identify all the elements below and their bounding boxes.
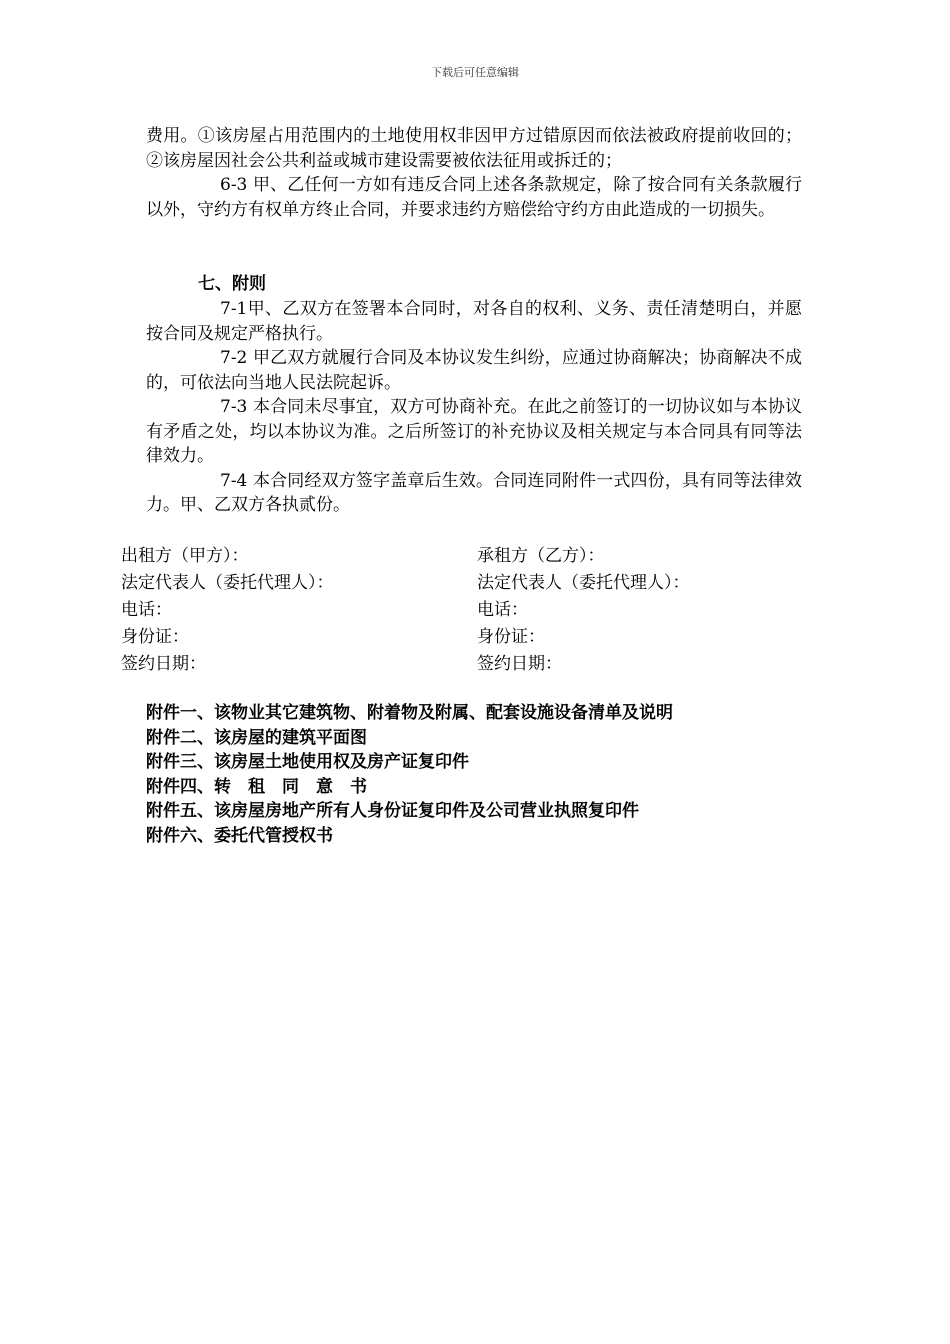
lessee-id-label: 身份证：: [477, 627, 545, 647]
lessee-signature-block: [477, 543, 690, 678]
lessor-representative-label: 法定代表人（委托代理人）：: [121, 573, 334, 593]
lessor-phone-label: 电话：: [121, 600, 172, 620]
paragraph-6-2-tail: 费用。①该房屋占用范围内的土地使用权非因甲方过错原因而依法被政府提前收回的；②该房屋因社会公共利益或城市建设需要被依法征用或拆迁的；: [146, 126, 802, 171]
lessee-date-label: 签约日期：: [477, 654, 562, 674]
attachment-item: 附件六、委托代管授权书: [146, 825, 333, 846]
lessee-representative-label: 法定代表人（委托代理人）：: [477, 573, 690, 593]
attachment-item: 附件三、该房屋土地使用权及房产证复印件: [146, 752, 469, 773]
paragraph-7-2: 7-2 甲乙双方就履行合同及本协议发生纠纷，应通过协商解决；协商解决不成的，可依法向当地人民法院起诉。: [146, 348, 802, 393]
lessee-party-label: 承租方（乙方）：: [477, 546, 605, 566]
lessor-signature-block: [121, 543, 334, 678]
lessor-date-label: 签约日期：: [121, 654, 206, 674]
attachment-item: 附件四、转 租 同 意 书: [146, 776, 367, 797]
attachment-item: 附件二、该房屋的建筑平面图: [146, 727, 367, 748]
section-7-heading: 七、附则: [198, 274, 266, 294]
attachment-item: 附件五、该房屋房地产所有人身份证复印件及公司营业执照复印件: [146, 801, 639, 822]
lessor-id-label: 身份证：: [121, 627, 189, 647]
paragraph-7-3: 7-3 本合同未尽事宜，双方可协商补充。在此之前签订的一切协议如与本协议有矛盾之处，均以本协议为准。之后所签订的补充协议及相关规定与本合同具有同等法律效力。: [146, 397, 802, 466]
section-6-continuation: [146, 124, 802, 222]
section-7-body: [146, 297, 802, 518]
paragraph-6-3: 6-3 甲、乙任何一方如有违反合同上述各条款规定，除了按合同有关条款履行以外，守约方有权单方终止合同，并要求违约方赔偿给守约方由此造成的一切损失。: [146, 175, 802, 220]
attachment-item: 附件一、该物业其它建筑物、附着物及附属、配套设施设备清单及说明: [146, 703, 673, 723]
page-header-note: 下载后可任意编辑: [431, 66, 519, 79]
attachments-list: [146, 701, 673, 849]
paragraph-7-1: 7-1甲、乙双方在签署本合同时，对各自的权利、义务、责任清楚明白，并愿按合同及规定严格执行。: [146, 299, 802, 344]
lessee-phone-label: 电话：: [477, 600, 528, 620]
lessor-party-label: 出租方（甲方）：: [121, 546, 249, 566]
paragraph-7-4: 7-4 本合同经双方签字盖章后生效。合同连同附件一式四份，具有同等法律效力。甲、乙双方各执贰份。: [146, 470, 802, 515]
